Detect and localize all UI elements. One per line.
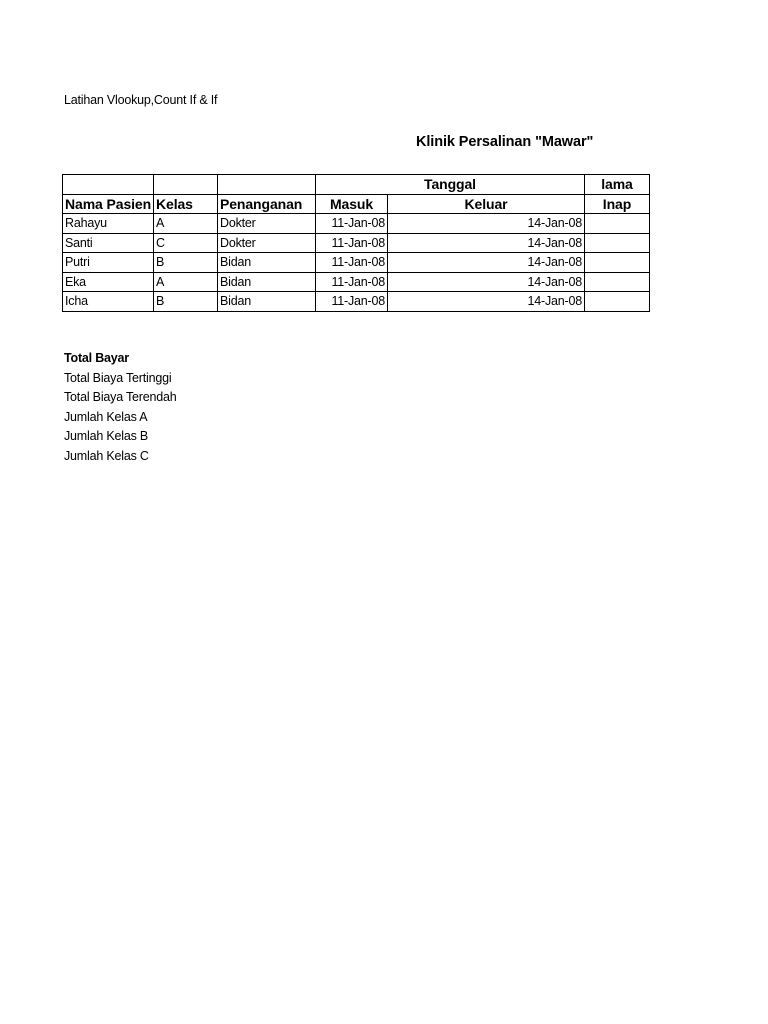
cell-lama-inap[interactable] (585, 292, 650, 312)
cell-kelas[interactable]: C (154, 233, 218, 253)
cell-lama-inap[interactable] (585, 214, 650, 234)
cell-lama-inap[interactable] (585, 272, 650, 292)
cell-masuk[interactable]: 11-Jan-08 (316, 214, 388, 234)
cell-keluar[interactable]: 14-Jan-08 (388, 292, 585, 312)
header-masuk[interactable]: Masuk (316, 194, 388, 214)
header-lama[interactable]: lama (585, 175, 650, 195)
header-inap[interactable]: Inap (585, 194, 650, 214)
summary-total-biaya-terendah[interactable]: Total Biaya Terendah (64, 390, 177, 405)
table-row (63, 233, 650, 253)
cell-nama[interactable]: Putri (63, 253, 154, 273)
cell-lama-inap[interactable] (585, 233, 650, 253)
header-keluar[interactable]: Keluar (388, 194, 585, 214)
sheet-title: Klinik Persalinan "Mawar" (416, 134, 594, 150)
cell-penanganan[interactable]: Dokter (218, 214, 316, 234)
cell-penanganan[interactable]: Bidan (218, 292, 316, 312)
header-cell-empty[interactable] (154, 175, 218, 195)
cell-penanganan[interactable]: Dokter (218, 233, 316, 253)
cell-penanganan[interactable]: Bidan (218, 253, 316, 273)
cell-keluar[interactable]: 14-Jan-08 (388, 253, 585, 273)
header-nama-pasien[interactable]: Nama Pasien (63, 194, 154, 214)
cell-keluar[interactable]: 14-Jan-08 (388, 233, 585, 253)
cell-kelas[interactable]: A (154, 272, 218, 292)
cell-kelas[interactable]: B (154, 253, 218, 273)
header-cell-empty[interactable] (63, 175, 154, 195)
cell-kelas[interactable]: B (154, 292, 218, 312)
cell-nama[interactable]: Icha (63, 292, 154, 312)
table-row (63, 253, 650, 273)
cell-kelas[interactable]: A (154, 214, 218, 234)
table-row (63, 214, 650, 234)
header-tanggal[interactable]: Tanggal (316, 175, 585, 195)
cell-nama[interactable]: Rahayu (63, 214, 154, 234)
cell-masuk[interactable]: 11-Jan-08 (316, 272, 388, 292)
header-kelas[interactable]: Kelas (154, 194, 218, 214)
summary-section (64, 349, 177, 467)
cell-masuk[interactable]: 11-Jan-08 (316, 233, 388, 253)
cell-masuk[interactable]: 11-Jan-08 (316, 292, 388, 312)
table-row (63, 272, 650, 292)
cell-nama[interactable]: Eka (63, 272, 154, 292)
header-cell-empty[interactable] (218, 175, 316, 195)
header-row-top (63, 175, 650, 195)
summary-total-bayar[interactable]: Total Bayar (64, 351, 129, 365)
summary-jumlah-kelas-a[interactable]: Jumlah Kelas A (64, 409, 148, 424)
summary-jumlah-kelas-c[interactable]: Jumlah Kelas C (64, 448, 149, 463)
cell-lama-inap[interactable] (585, 253, 650, 273)
header-row-bottom (63, 194, 650, 214)
header-penanganan[interactable]: Penanganan (218, 194, 316, 214)
sheet-subtitle: Latihan Vlookup,Count If & If (64, 93, 218, 107)
patient-table (62, 174, 650, 312)
table-row (63, 292, 650, 312)
cell-penanganan[interactable]: Bidan (218, 272, 316, 292)
cell-keluar[interactable]: 14-Jan-08 (388, 214, 585, 234)
summary-jumlah-kelas-b[interactable]: Jumlah Kelas B (64, 429, 149, 444)
cell-nama[interactable]: Santi (63, 233, 154, 253)
cell-masuk[interactable]: 11-Jan-08 (316, 253, 388, 273)
cell-keluar[interactable]: 14-Jan-08 (388, 272, 585, 292)
summary-total-biaya-tertinggi[interactable]: Total Biaya Tertinggi (64, 370, 172, 385)
